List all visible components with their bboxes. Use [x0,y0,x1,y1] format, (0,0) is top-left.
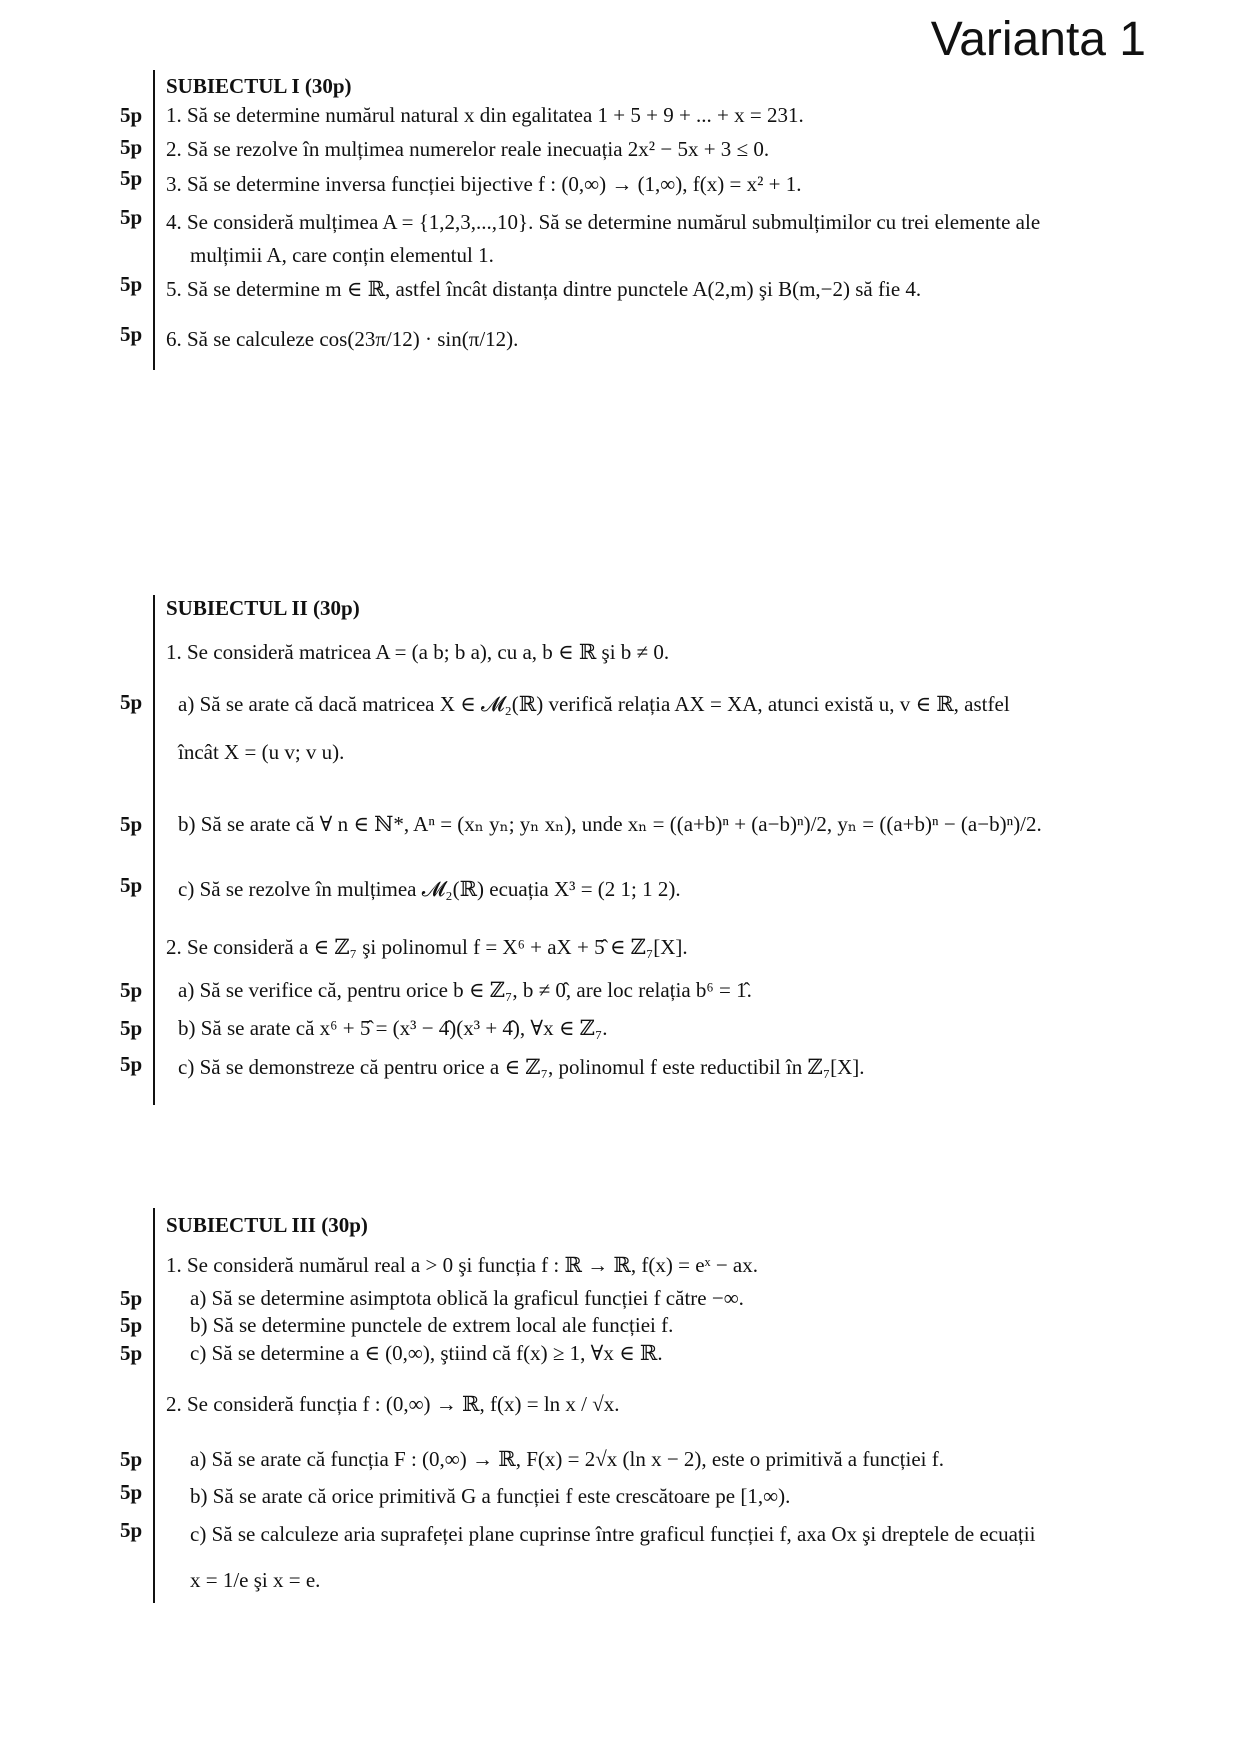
section-1-header: SUBIECTUL I (30p) [166,74,352,98]
points-s1-q2: 5p [120,135,143,159]
s3-q1b: b) Să se determine punctele de extrem local ale funcției f. [190,1313,674,1337]
s3-q2: 2. Se consideră funcția f : (0,∞) → ℝ, f(x) = ln x / √x. [166,1392,620,1416]
s2-q1c: c) Să se rezolve în mulțimea 𝓜₂(ℝ) ecuația X³ = (2 1; 1 2). [178,877,681,901]
section-2-header: SUBIECTUL II (30p) [166,596,360,620]
points-s1-q4: 5p [120,205,143,229]
s3-q2c-line2: x = 1/e şi x = e. [190,1568,321,1592]
s2-q1: 1. Se consideră matricea A = (a b; b a), cu a, b ∈ ℝ şi b ≠ 0. [166,640,670,664]
points-s3-q2c: 5p [120,1518,143,1542]
s3-q1: 1. Se consideră numărul real a > 0 şi funcția f : ℝ → ℝ, f(x) = eˣ − ax. [166,1253,758,1277]
s1-q1: 1. Să se determine numărul natural x din egalitatea 1 + 5 + 9 + ... + x = 231. [166,103,804,127]
s1-q2: 2. Să se rezolve în mulțimea numerelor reale inecuația 2x² − 5x + 3 ≤ 0. [166,137,770,161]
points-s3-q2b: 5p [120,1480,143,1504]
s2-q1a-line2: încât X = (u v; v u). [178,740,345,764]
s2-q1b: b) Să se arate că ∀ n ∈ ℕ*, Aⁿ = (xₙ yₙ; yₙ xₙ), unde xₙ = ((a+b)ⁿ + (a−b)ⁿ)/2, yₙ = ((a+b)ⁿ − (a−b)ⁿ)/2. [178,812,1042,836]
s2-q1a-line1: a) Să se arate că dacă matricea X ∈ 𝓜₂(ℝ) verifică relația AX = XA, atunci există u, v ∈ ℝ, astfel [178,692,1010,716]
s2-q2a: a) Să se verifice că, pentru orice b ∈ ℤ₇, b ≠ 0̂, are loc relația b⁶ = 1̂. [178,978,752,1002]
section-1-bar [153,70,155,370]
points-s1-q5: 5p [120,272,143,296]
points-s2-q1b: 5p [120,812,143,836]
section-2-bar [153,595,155,1105]
points-s2-q1c: 5p [120,873,143,897]
points-s1-q6: 5p [120,322,143,346]
s3-q2c-line1: c) Să se calculeze aria suprafeței plane cuprinse între graficul funcției f, axa Ox şi dreptele de ecuații [190,1522,1036,1546]
points-s3-q1b: 5p [120,1313,143,1337]
points-s2-q1a: 5p [120,690,143,714]
points-s2-q2b: 5p [120,1016,143,1040]
s1-q4-line1: 4. Se consideră mulțimea A = {1,2,3,...,10}. Să se determine numărul submulțimilor cu trei elemente ale [166,210,1041,234]
s3-q2b: b) Să se arate că orice primitivă G a funcției f este crescătoare pe [1,∞). [190,1484,791,1508]
s3-q2a: a) Să se arate că funcția F : (0,∞) → ℝ, F(x) = 2√x (ln x − 2), este o primitivă a funcției f. [190,1447,945,1471]
s2-q2: 2. Se consideră a ∈ ℤ₇ şi polinomul f = X⁶ + aX + 5̂ ∈ ℤ₇[X]. [166,935,688,959]
points-s3-q2a: 5p [120,1447,143,1471]
s3-q1c: c) Să se determine a ∈ (0,∞), ştiind că f(x) ≥ 1, ∀x ∈ ℝ. [190,1341,663,1365]
section-3-bar [153,1208,155,1603]
points-s1-q1: 5p [120,103,143,127]
s2-q2c: c) Să se demonstreze că pentru orice a ∈ ℤ₇, polinomul f este reductibil în ℤ₇[X]. [178,1055,865,1079]
s3-q1a: a) Să se determine asimptota oblică la graficul funcției f către −∞. [190,1286,744,1310]
points-s1-q3: 5p [120,166,143,190]
s2-q2b: b) Să se arate că x⁶ + 5̂ = (x³ − 4̂)(x³ + 4̂), ∀x ∈ ℤ₇. [178,1016,608,1040]
points-s3-q1c: 5p [120,1341,143,1365]
points-s3-q1a: 5p [120,1286,143,1310]
s1-q3: 3. Să se determine inversa funcției bijective f : (0,∞) → (1,∞), f(x) = x² + 1. [166,172,802,196]
section-3-header: SUBIECTUL III (30p) [166,1213,368,1237]
points-s2-q2a: 5p [120,978,143,1002]
s1-q4-line2: mulțimii A, care conțin elementul 1. [190,243,494,267]
s1-q5: 5. Să se determine m ∈ ℝ, astfel încât distanța dintre punctele A(2,m) şi B(m,−2) să fie 4. [166,277,922,301]
points-s2-q2c: 5p [120,1052,143,1076]
s1-q6: 6. Să se calculeze cos(23π/12) · sin(π/12). [166,327,519,351]
page-title: Varianta 1 [930,13,1146,66]
